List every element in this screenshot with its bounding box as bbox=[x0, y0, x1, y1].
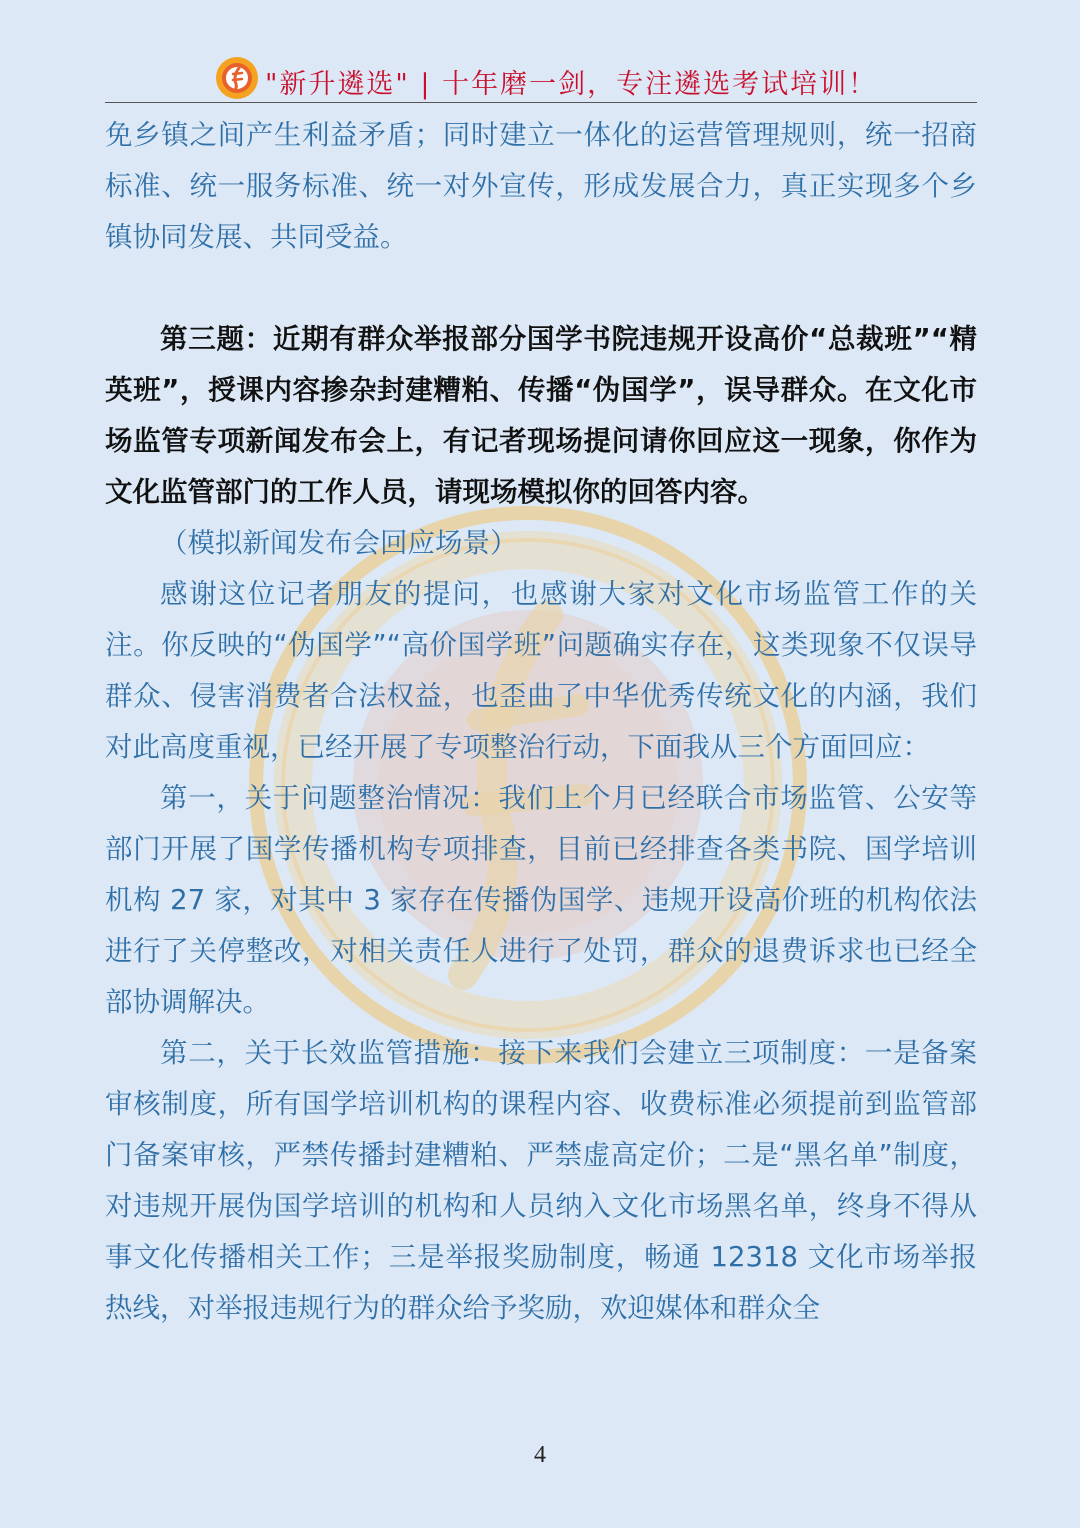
xinsheng-logo-icon bbox=[215, 56, 259, 100]
page-header bbox=[105, 56, 977, 103]
answer-point-two: 第二，关于长效监管措施：接下来我们会建立三项制度：一是备案审核制度，所有国学培训机构的课程内容、收费标准必须提前到监管部门备案审核，严禁传播封建糟粕、严禁虚高定价；二是“黑名单”制度，对违规开展伪国学培训的机构和人员纳入文化市场黑名单，终身不得从事文化传播相关工作；三是举报奖励制度，畅通 12318 文化市场举报热线，对举报违规行为的群众给予奖励，欢迎媒体和群众全 bbox=[105, 1037, 977, 1324]
page-body bbox=[105, 110, 977, 1334]
page-number: 4 bbox=[534, 1442, 546, 1468]
paragraph-continuation: 免乡镇之间产生利益矛盾；同时建立一体化的运营管理规则，统一招商标准、统一服务标准、统一对外宣传，形成发展合力，真正实现多个乡镇协同发展、共同受益。 bbox=[105, 119, 977, 253]
question-three: 第三题：近期有群众举报部分国学书院违规开设高价“总裁班”“精英班”，授课内容掺杂封建糟粕、传播“伪国学”，误导群众。在文化市场监管专项新闻发布会上，有记者现场提问请你回应这一现象，你作为文化监管部门的工作人员，请现场模拟你的回答内容。 bbox=[105, 323, 977, 508]
paragraph-spacer bbox=[105, 263, 977, 314]
header-slogan: "新升遴选" | 十年磨一剑，专注遴选考试培训！ bbox=[265, 69, 878, 100]
answer-point-one: 第一，关于问题整治情况：我们上个月已经联合市场监管、公安等部门开展了国学传播机构专项排查，目前已经排查各类书院、国学培训机构 27 家，对其中 3 家存在传播伪国学、违规开设高价班的机构依法进行了关停整改，对相关责任人进行了处罚，群众的退费诉求也已经全部协调解决。 bbox=[105, 782, 977, 1018]
scene-note: （模拟新闻发布会回应场景） bbox=[160, 527, 518, 559]
answer-intro: 感谢这位记者朋友的提问，也感谢大家对文化市场监管工作的关注。你反映的“伪国学”“高价国学班”问题确实存在，这类现象不仅误导群众、侵害消费者合法权益，也歪曲了中华优秀传统文化的内涵，我们对此高度重视，已经开展了专项整治行动，下面我从三个方面回应： bbox=[105, 578, 977, 763]
